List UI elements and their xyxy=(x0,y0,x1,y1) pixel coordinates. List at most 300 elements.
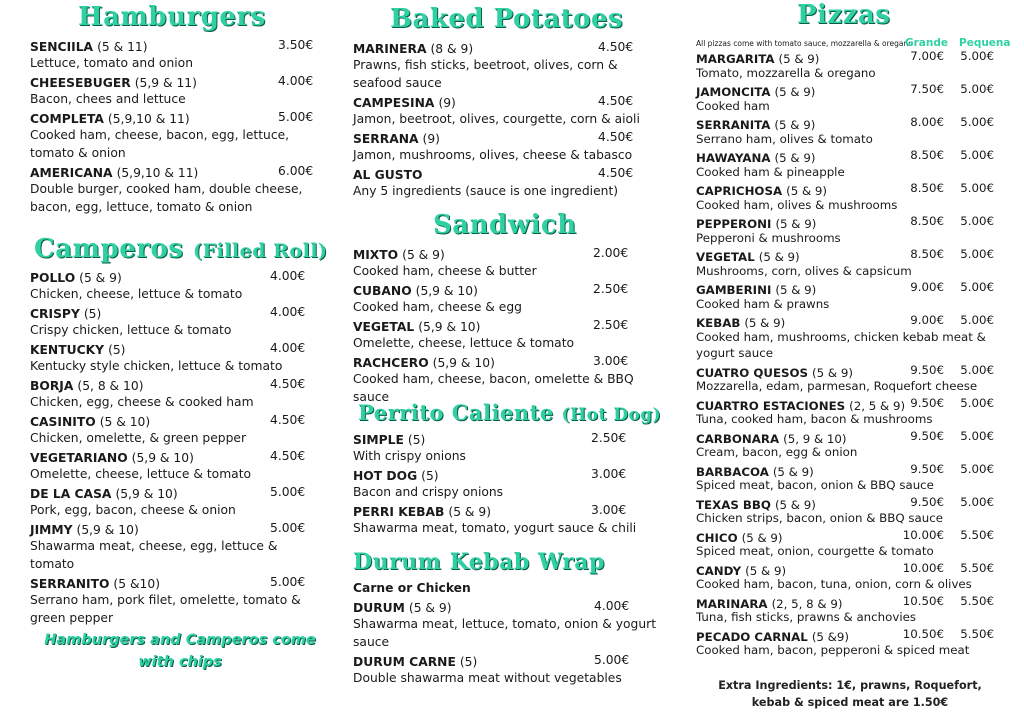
menu-item-row xyxy=(353,465,673,483)
item-code: (5,9 & 11) xyxy=(134,76,197,90)
menu-item-row xyxy=(30,339,330,357)
pizza-item xyxy=(696,147,1006,180)
item-description: Lettuce, tomato and onion xyxy=(30,56,193,70)
item-name: KENTUCKY xyxy=(30,343,105,357)
pizza-price-grande: 9.50€ xyxy=(910,494,944,509)
item-name: HOT DOG xyxy=(353,469,418,483)
pizza-item xyxy=(696,494,1006,527)
item-name: AMERICANA xyxy=(30,166,113,180)
menu-item xyxy=(30,483,330,519)
item-code: (5 & 11) xyxy=(97,40,148,54)
pizza-name: PECADO CARNAL xyxy=(696,629,808,644)
menu-item xyxy=(30,267,330,303)
item-code: (5,9 & 10) xyxy=(115,487,178,501)
pizza-item xyxy=(696,246,1006,279)
pizzas-note: All pizzas come with tomato sauce, mozzarella & oregano xyxy=(696,39,913,48)
item-price: 5.00€ xyxy=(270,521,306,535)
menu-item xyxy=(30,447,330,483)
item-name: JIMMY xyxy=(30,523,73,537)
pizza-item-row xyxy=(696,312,1006,329)
menu-item xyxy=(30,339,330,375)
pizza-price-grande: 10.00€ xyxy=(902,527,944,542)
menu-item-row xyxy=(353,651,673,669)
item-name: SERRANITO xyxy=(30,577,110,591)
pizza-item xyxy=(696,362,1006,395)
pizza-description: Serrano ham, olives & tomato xyxy=(696,131,873,146)
pizza-description: Tuna, fish sticks, prawns & anchovies xyxy=(696,610,916,624)
menu-item xyxy=(30,303,330,339)
pizza-price-grande: 8.50€ xyxy=(910,247,944,261)
pizza-item-row xyxy=(696,527,1006,544)
pizza-name: JAMONCITA xyxy=(696,85,771,99)
pizza-item-row xyxy=(696,213,1006,230)
pizza-name: TEXAS BBQ xyxy=(696,497,771,512)
menu-item-row xyxy=(30,267,330,285)
pizza-item-row xyxy=(696,114,1006,131)
item-code: (9) xyxy=(438,96,456,110)
pequena-header: Pequena xyxy=(959,37,1011,49)
item-name: MARINERA xyxy=(353,42,427,56)
camperos-title-main: Camperos xyxy=(34,234,184,264)
item-description: Cooked ham, cheese, bacon, omelette & BBQ sauce xyxy=(353,372,634,404)
pizza-price-grande: 7.50€ xyxy=(910,82,944,96)
pizza-description: Cream, bacon, egg & onion xyxy=(696,445,858,459)
pizza-name: MARINARA xyxy=(696,596,768,611)
item-price: 4.00€ xyxy=(270,341,306,355)
item-code: (5 &10) xyxy=(113,577,160,591)
menu-item xyxy=(353,128,673,164)
item-price: 5.00€ xyxy=(278,110,314,124)
item-description: Cooked ham, cheese & egg xyxy=(353,300,522,314)
menu-item-row xyxy=(353,316,673,334)
menu-item-row xyxy=(353,280,673,298)
pizza-price-pequena: 5.00€ xyxy=(960,313,994,327)
hotdog-title xyxy=(358,400,661,425)
pizza-price-pequena: 5.00€ xyxy=(960,494,994,509)
durum-intro: Carne or Chicken xyxy=(353,581,471,595)
menu-item xyxy=(353,316,673,352)
pizza-description: Cooked ham & prawns xyxy=(696,296,830,311)
item-code: (5) xyxy=(407,433,426,447)
item-name: SENCIILA xyxy=(30,40,94,54)
menu-item-row xyxy=(30,375,330,393)
pizza-item-row xyxy=(696,560,1006,577)
pizza-description: Tomato, mozzarella & oregano xyxy=(696,65,876,80)
menu-item xyxy=(353,352,673,406)
item-name: DURUM xyxy=(353,601,405,615)
extra-ingredients: Extra Ingredients: 1€, prawns, Roquefort, kebab & spiced meat are 1.50€ xyxy=(718,679,982,709)
pizza-code: (2, 5, 8 & 9) xyxy=(771,596,843,611)
item-description: Bacon and crispy onions xyxy=(353,485,504,499)
pizza-name: CUATRO QUESOS xyxy=(696,365,809,380)
baked-potatoes-list xyxy=(353,38,673,200)
pizza-name: CAPRICHOSA xyxy=(696,184,783,198)
item-price: 5.00€ xyxy=(594,653,630,667)
item-code: (5 & 9) xyxy=(402,248,445,262)
item-code: (9) xyxy=(422,132,440,146)
item-price: 2.50€ xyxy=(593,282,629,296)
menu-item xyxy=(30,72,330,108)
pizza-price-grande: 8.50€ xyxy=(910,181,944,195)
item-description: Shawarma meat, cheese, egg, lettuce & tomato xyxy=(30,539,278,571)
menu-item-row xyxy=(353,244,673,262)
menu-item xyxy=(353,597,673,651)
durum-title: Durum Kebab Wrap xyxy=(353,549,605,575)
pizza-name: CHICO xyxy=(696,530,738,545)
item-code: (8 & 9) xyxy=(430,42,474,56)
menu-item-row xyxy=(353,92,673,110)
menu-item-row xyxy=(30,303,330,321)
item-name: PERRI KEBAB xyxy=(353,505,445,519)
pizza-name: VEGETAL xyxy=(696,250,755,264)
camperos-list xyxy=(30,267,330,627)
pizza-price-grande: 9.00€ xyxy=(910,280,944,294)
menu-item-row xyxy=(30,483,330,501)
pizza-code: (5 & 9) xyxy=(774,497,816,512)
pizza-description: Cooked ham & pineapple xyxy=(696,164,845,179)
menu-item xyxy=(353,465,673,501)
menu-item-row xyxy=(353,352,673,370)
pizza-price-grande: 8.50€ xyxy=(910,214,944,228)
item-code: (5 & 9) xyxy=(448,505,492,519)
pizza-item xyxy=(696,560,1006,593)
pizza-price-pequena: 5.50€ xyxy=(960,560,994,575)
camperos-subtitle: (Filled Roll) xyxy=(193,240,328,262)
pizza-name: MARGARITA xyxy=(696,52,775,66)
hamburgers-list xyxy=(30,36,330,216)
pizza-item xyxy=(696,461,1006,494)
item-description: Cooked ham, cheese, bacon, egg, lettuce, tomato & onion xyxy=(30,128,290,160)
item-code: (5 & 9) xyxy=(79,271,122,285)
item-name: CRISPY xyxy=(30,307,80,321)
pizza-description: Cooked ham, bacon, tuna, onion, corn & olives xyxy=(696,577,972,591)
item-name: DE LA CASA xyxy=(30,487,112,501)
pizza-code: (5 & 9) xyxy=(744,316,786,330)
item-description: Crispy chicken, lettuce & tomato xyxy=(30,323,232,337)
pizza-price-grande: 9.00€ xyxy=(910,313,944,327)
pizza-description: Tuna, cooked ham, bacon & mushrooms xyxy=(696,412,933,426)
pizza-description: Spiced meat, onion, courgette & tomato xyxy=(696,544,934,558)
menu-item xyxy=(353,38,673,92)
item-description: Prawns, fish sticks, beetroot, olives, corn & seafood sauce xyxy=(353,58,618,90)
item-price: 3.00€ xyxy=(591,503,627,517)
pizza-code: (5 & 9) xyxy=(786,184,828,198)
item-name: DURUM CARNE xyxy=(353,655,456,669)
menu-item xyxy=(30,36,330,72)
item-name: SERRANA xyxy=(353,132,419,146)
pizza-name: CANDY xyxy=(696,563,742,578)
item-code: (5,9 & 10) xyxy=(432,356,495,370)
pizza-item-row xyxy=(696,494,1006,511)
pizza-code: (5 & 9) xyxy=(772,464,814,479)
pizza-price-pequena: 5.00€ xyxy=(960,214,994,228)
pizza-name: KEBAB xyxy=(696,316,741,330)
pizzas-title: Pizzas xyxy=(797,0,891,30)
pizza-item-row xyxy=(696,395,1006,412)
item-code: (5) xyxy=(459,655,478,669)
hotdog-list xyxy=(353,429,673,537)
pizza-code: (5 & 9) xyxy=(778,52,820,66)
pizza-price-pequena: 5.50€ xyxy=(960,593,994,608)
pizza-price-grande: 10.50€ xyxy=(902,626,944,641)
item-description: Kentucky style chicken, lettuce & tomato xyxy=(30,359,283,373)
pizza-item xyxy=(696,180,1006,213)
menu-item xyxy=(353,651,673,687)
pizza-item xyxy=(696,395,1006,428)
pizza-price-pequena: 5.00€ xyxy=(960,49,994,63)
pizza-description: Mozzarella, edam, parmesan, Roquefort cheese xyxy=(696,379,978,393)
item-description: Omelette, cheese, lettuce & tomato xyxy=(30,467,252,481)
menu-item xyxy=(30,108,330,162)
menu-item-row xyxy=(353,597,673,615)
pizza-item-row xyxy=(696,362,1006,379)
item-price: 2.00€ xyxy=(593,246,629,260)
item-description: Cooked ham, cheese & butter xyxy=(353,264,537,278)
item-price: 4.50€ xyxy=(598,166,634,180)
pizza-item xyxy=(696,428,1006,461)
menu-item-row xyxy=(353,38,673,56)
item-price: 4.50€ xyxy=(270,377,306,391)
item-price: 4.00€ xyxy=(270,269,306,283)
item-description: Jamon, beetroot, olives, courgette, corn & aioli xyxy=(353,112,640,126)
pizza-item-row xyxy=(696,48,1006,65)
pizza-price-grande: 10.00€ xyxy=(902,560,944,575)
pizza-description: Pepperoni & mushrooms xyxy=(696,230,841,245)
item-description: Pork, egg, bacon, cheese & onion xyxy=(30,503,236,517)
menu-item xyxy=(30,162,330,216)
item-description: With crispy onions xyxy=(353,449,466,463)
pizza-item xyxy=(696,81,1006,114)
chips-note: Hamburgers and Camperos come with chips xyxy=(44,632,316,670)
item-code: (5) xyxy=(421,469,439,483)
menu-item-row xyxy=(353,501,673,519)
item-price: 4.50€ xyxy=(270,413,306,427)
pizza-price-pequena: 5.00€ xyxy=(960,115,994,129)
item-description: Bacon, chees and lettuce xyxy=(30,92,186,106)
pizza-code: (2, 5 & 9) xyxy=(849,398,906,413)
menu-item-row xyxy=(353,429,673,447)
pizza-name: PEPPERONI xyxy=(696,217,772,231)
pizza-item xyxy=(696,626,1006,659)
pizza-name: SERRANITA xyxy=(696,118,771,132)
item-name: COMPLETA xyxy=(30,112,104,126)
menu-item xyxy=(353,280,673,316)
pizza-code: (5 & 9) xyxy=(812,365,853,380)
pizza-price-grande: 9.50€ xyxy=(910,461,944,476)
menu-item-row xyxy=(30,573,330,591)
pizza-item-row xyxy=(696,81,1006,98)
pizza-item-row xyxy=(696,461,1006,478)
item-code: (5, 8 & 10) xyxy=(77,379,144,393)
pizza-code: (5 & 9) xyxy=(775,217,817,231)
item-price: 3.00€ xyxy=(593,354,629,368)
item-description: Chicken, omelette, & green pepper xyxy=(30,431,247,445)
pizza-description: Cooked ham, bacon, pepperoni & spiced meat xyxy=(696,643,970,657)
pizza-price-pequena: 5.50€ xyxy=(960,626,994,641)
item-description: Any 5 ingredients (sauce is one ingredient) xyxy=(353,184,619,198)
menu-item-row xyxy=(30,519,330,537)
pizza-description: Cooked ham, olives & mushrooms xyxy=(696,197,898,212)
item-price: 4.50€ xyxy=(598,40,634,54)
pizza-item-row xyxy=(696,279,1006,296)
item-description: Chicken, cheese, lettuce & tomato xyxy=(30,287,243,301)
pizza-code: (5 & 9) xyxy=(774,151,816,165)
item-description: Omelette, cheese, lettuce & tomato xyxy=(353,336,575,350)
menu-item xyxy=(353,164,673,200)
hotdog-subtitle: (Hot Dog) xyxy=(561,405,662,425)
menu-item xyxy=(353,92,673,128)
item-name: CUBANO xyxy=(353,284,412,298)
pizza-price-pequena: 5.00€ xyxy=(960,395,994,410)
menu-item-row xyxy=(30,411,330,429)
pizza-price-grande: 9.50€ xyxy=(910,428,944,443)
item-description: Shawarma meat, tomato, yogurt sauce & chili xyxy=(353,521,637,535)
grande-header: Grande xyxy=(905,37,948,49)
item-name: POLLO xyxy=(30,271,76,285)
item-description: Double shawarma meat without vegetables xyxy=(353,671,622,685)
item-price: 3.50€ xyxy=(278,38,314,52)
pizza-price-grande: 9.50€ xyxy=(910,362,944,377)
item-price: 2.50€ xyxy=(593,318,629,332)
menu-item-row xyxy=(30,36,330,54)
item-price: 6.00€ xyxy=(278,164,314,178)
item-name: CAMPESINA xyxy=(353,96,435,110)
pizza-code: (5 & 9) xyxy=(775,283,817,297)
pizza-item-row xyxy=(696,593,1006,610)
pizza-price-grande: 8.50€ xyxy=(910,148,944,162)
pizza-name: CARBONARA xyxy=(696,431,780,446)
pizza-item-row xyxy=(696,626,1006,643)
baked-potatoes-title: Baked Potatoes xyxy=(390,4,624,34)
menu-item xyxy=(30,411,330,447)
hotdog-title-main: Perrito Caliente xyxy=(358,400,554,425)
item-code: (5,9 & 10) xyxy=(418,320,481,334)
menu-item xyxy=(30,573,330,627)
pizza-price-pequena: 5.00€ xyxy=(960,148,994,162)
item-price: 4.00€ xyxy=(278,74,314,88)
pizza-description: Spiced meat, bacon, onion & BBQ sauce xyxy=(696,478,934,492)
menu-item xyxy=(30,519,330,573)
item-code: (5) xyxy=(108,343,126,357)
menu-item xyxy=(353,244,673,280)
pizza-price-grande: 10.50€ xyxy=(902,593,944,608)
menu-item-row xyxy=(30,72,330,90)
menu-item-row xyxy=(30,162,330,180)
pizzas-list xyxy=(696,48,1006,659)
pizza-code: (5 &9) xyxy=(811,629,849,644)
item-price: 4.00€ xyxy=(594,599,630,613)
item-name: CHEESEBUGER xyxy=(30,76,131,90)
item-description: Serrano ham, pork filet, omelette, tomato & green pepper xyxy=(30,593,301,625)
pizza-code: (5, 9 & 10) xyxy=(783,431,847,446)
item-price: 4.00€ xyxy=(270,305,306,319)
item-code: (5,9,10 & 11) xyxy=(107,112,190,126)
pizza-name: BARBACOA xyxy=(696,464,769,479)
item-description: Chicken, egg, cheese & cooked ham xyxy=(30,395,254,409)
item-code: (5,9 & 10) xyxy=(415,284,478,298)
menu-item xyxy=(30,375,330,411)
item-name: SIMPLE xyxy=(353,433,404,447)
menu-item xyxy=(353,501,673,537)
item-code: (5 & 9) xyxy=(408,601,452,615)
item-description: Shawarma meat, lettuce, tomato, onion & yogurt sauce xyxy=(353,617,657,649)
menu-item-row xyxy=(353,164,673,182)
pizza-item xyxy=(696,593,1006,626)
item-price: 4.50€ xyxy=(598,130,634,144)
pizza-item-row xyxy=(696,428,1006,445)
pizza-item xyxy=(696,114,1006,147)
pizza-price-pequena: 5.50€ xyxy=(960,527,994,542)
sandwich-list xyxy=(353,244,673,406)
pizza-item xyxy=(696,312,1006,362)
menu-item-row xyxy=(353,128,673,146)
pizza-price-pequena: 5.00€ xyxy=(960,461,994,476)
pizza-description: Mushrooms, corn, olives & capsicum xyxy=(696,263,912,278)
item-price: 4.50€ xyxy=(270,449,306,463)
pizza-description: Cooked ham xyxy=(696,98,770,113)
item-price: 5.00€ xyxy=(270,485,306,499)
menu-item-row xyxy=(30,447,330,465)
camperos-title xyxy=(34,234,328,264)
pizza-name: HAWAYANA xyxy=(696,151,771,165)
item-name: VEGETAL xyxy=(353,320,415,334)
pizza-name: GAMBERINI xyxy=(696,283,772,297)
item-code: (5,9 & 10) xyxy=(76,523,139,537)
pizza-price-pequena: 5.00€ xyxy=(960,428,994,443)
item-price: 4.50€ xyxy=(598,94,634,108)
item-description: Jamon, mushrooms, olives, cheese & tabasco xyxy=(353,148,633,162)
hamburgers-title: Hamburgers xyxy=(78,2,266,32)
pizza-name: CUARTRO ESTACIONES xyxy=(696,398,846,413)
pizza-price-pequena: 5.00€ xyxy=(960,181,994,195)
item-name: AL GUSTO xyxy=(353,168,423,182)
item-code: (5,9 & 10) xyxy=(131,451,194,465)
durum-list xyxy=(353,597,673,687)
sandwich-title: Sandwich xyxy=(433,210,577,240)
pizza-price-pequena: 5.00€ xyxy=(960,82,994,96)
menu-item xyxy=(353,429,673,465)
item-price: 2.50€ xyxy=(591,431,627,445)
pizza-item-row xyxy=(696,180,1006,197)
pizza-price-pequena: 5.00€ xyxy=(960,362,994,377)
item-code: (5,9,10 & 11) xyxy=(116,166,199,180)
pizza-code: (5 & 9) xyxy=(774,118,816,132)
pizza-price-grande: 7.00€ xyxy=(910,49,944,63)
item-code: (5) xyxy=(83,307,102,321)
pizza-item-row xyxy=(696,246,1006,263)
item-code: (5 & 10) xyxy=(99,415,151,429)
pizza-code: (5 & 9) xyxy=(774,85,816,99)
pizza-item xyxy=(696,213,1006,246)
item-name: CASINITO xyxy=(30,415,96,429)
pizza-item-row xyxy=(696,147,1006,164)
pizza-price-grande: 9.50€ xyxy=(910,395,944,410)
item-description: Double burger, cooked ham, double cheese, bacon, egg, lettuce, tomato & onion xyxy=(30,182,303,214)
pizza-code: (5 & 9) xyxy=(758,250,800,264)
pizza-price-pequena: 5.00€ xyxy=(960,280,994,294)
pizza-description: Cooked ham, mushrooms, chicken kebab meat & yogurt sauce xyxy=(696,329,986,360)
pizza-code: (5 & 9) xyxy=(741,530,783,545)
pizza-item xyxy=(696,527,1006,560)
item-price: 5.00€ xyxy=(270,575,306,589)
item-price: 3.00€ xyxy=(591,467,627,481)
pizza-price-grande: 8.00€ xyxy=(910,115,944,129)
menu-item-row xyxy=(30,108,330,126)
pizza-code: (5 & 9) xyxy=(745,563,787,578)
item-name: MIXTO xyxy=(353,248,399,262)
pizza-item xyxy=(696,279,1006,312)
item-name: RACHCERO xyxy=(353,356,429,370)
